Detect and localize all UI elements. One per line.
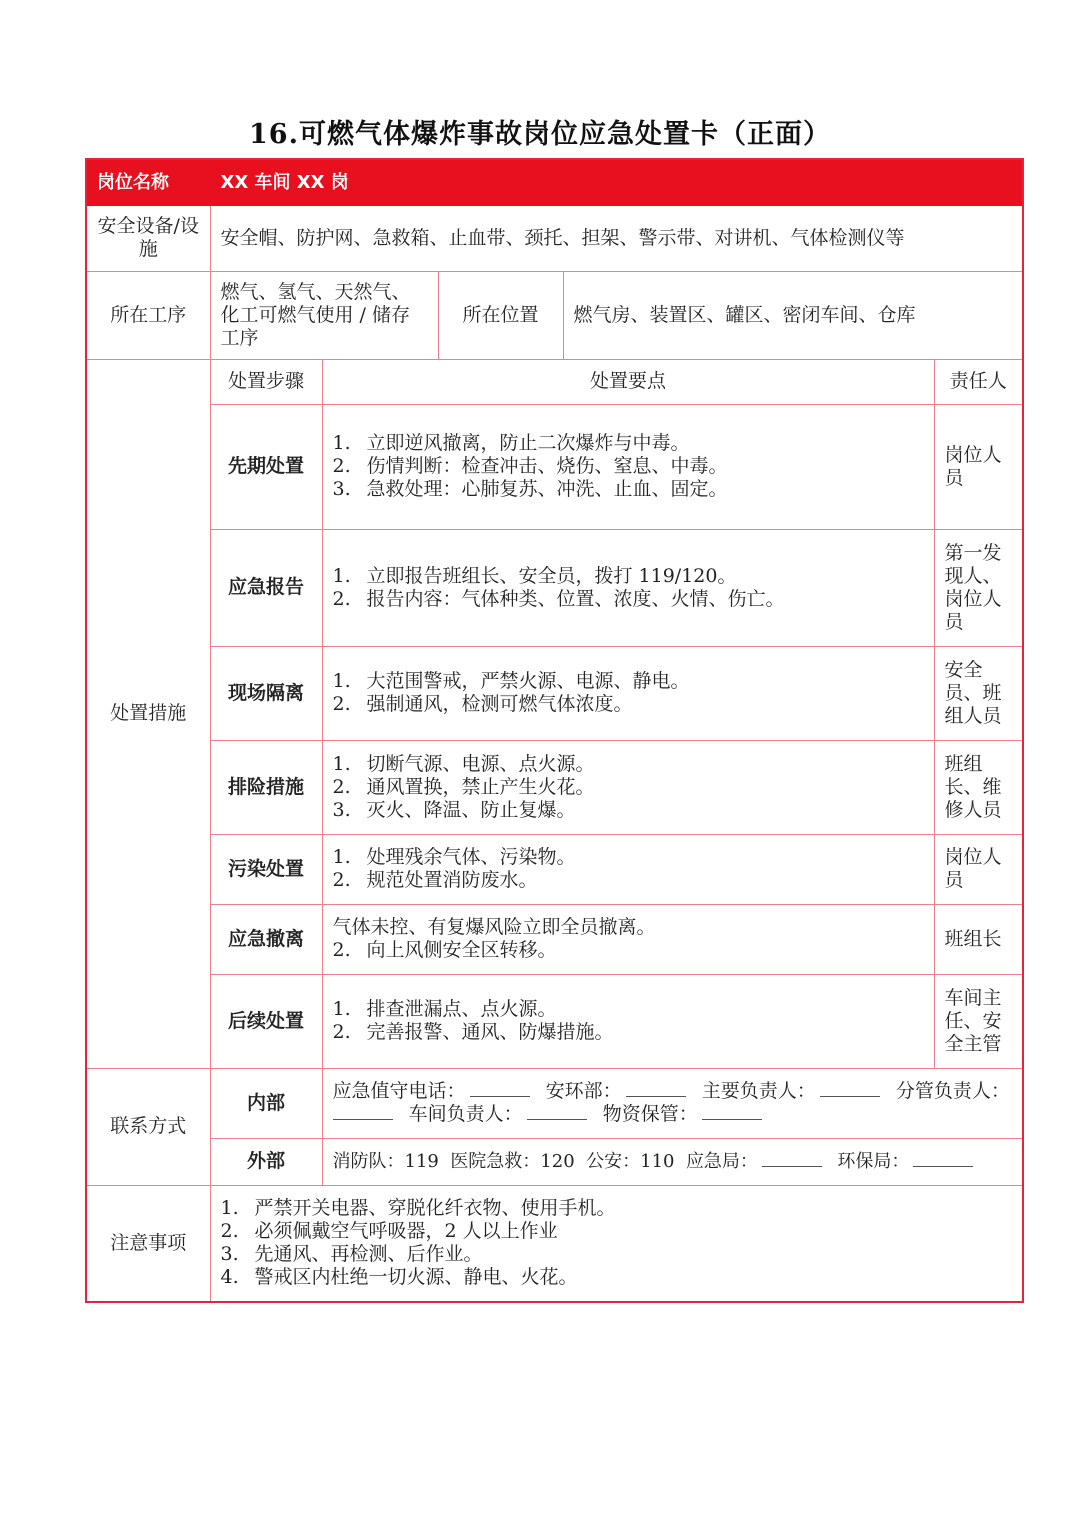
step-points <box>322 834 934 904</box>
notes-label: 注意事项 <box>86 1185 210 1302</box>
emergency-card-table <box>85 158 1024 1303</box>
responsible: 班组长 <box>934 904 1023 974</box>
internal-label: 内部 <box>210 1068 322 1138</box>
step-points <box>322 740 934 834</box>
contact-label: 联系方式 <box>86 1068 210 1185</box>
list-item: 2. 必须佩戴空气呼吸器，2 人以上作业 <box>220 1220 558 1243</box>
internal-contacts: 应急值守电话： 安环部： 主要负责人： 分管负责人： 车间负责人： 物资保管： <box>322 1068 1023 1138</box>
equipment-label: 安全设备/设施 <box>86 205 210 271</box>
post-row <box>86 159 1023 205</box>
list-item: 1. 立即逆风撤离，防止二次爆炸与中毒。 <box>332 432 690 454</box>
step-name: 排险措施 <box>210 740 322 834</box>
table-row <box>86 834 1023 904</box>
list-item: 1. 切断气源、电源、点火源。 <box>332 752 595 775</box>
responsible: 安全员、班组人员 <box>934 646 1023 740</box>
measures-header-row <box>86 359 1023 404</box>
responsible: 岗位人员 <box>934 404 1023 529</box>
responsible: 岗位人员 <box>934 834 1023 904</box>
step-points <box>322 904 934 974</box>
contact-internal-row <box>86 1068 1023 1138</box>
responsible-header: 责任人 <box>934 359 1023 404</box>
responsible: 班组长、维修人员 <box>934 740 1023 834</box>
post-label: 岗位名称 <box>86 159 210 205</box>
list-item: 1. 处理残余气体、污染物。 <box>332 846 576 868</box>
measures-label: 处置措施 <box>86 359 210 1068</box>
list-item: 1. 严禁开关电器、穿脱化纤衣物、使用手机。 <box>220 1197 616 1220</box>
step-name: 现场隔离 <box>210 646 322 740</box>
step-points <box>322 404 934 529</box>
table-row <box>86 529 1023 646</box>
responsible: 第一发现人、岗位人员 <box>934 529 1023 646</box>
step-name: 先期处置 <box>210 404 322 529</box>
list-item: 2. 完善报警、通风、防爆措施。 <box>332 1021 614 1043</box>
step-name: 应急撤离 <box>210 904 322 974</box>
responsible: 车间主任、安全主管 <box>934 974 1023 1068</box>
equipment-row <box>86 205 1023 271</box>
table-row <box>86 740 1023 834</box>
list-item: 3. 急救处理：心肺复苏、冲洗、止血、固定。 <box>332 478 728 500</box>
list-item: 2. 向上风侧安全区转移。 <box>332 939 557 961</box>
contact-external-row <box>86 1138 1023 1185</box>
step-name: 后续处置 <box>210 974 322 1068</box>
step-points <box>322 974 934 1068</box>
step-points <box>322 646 934 740</box>
notes-items <box>210 1185 1023 1302</box>
process-label: 所在工序 <box>86 271 210 359</box>
process-row <box>86 271 1023 359</box>
step-header: 处置步骤 <box>210 359 322 404</box>
location-value: 燃气房、装置区、罐区、密闭车间、仓库 <box>563 271 1023 359</box>
external-contacts: 消防队：119 医院急救：120 公安：110 应急局： 环保局： <box>322 1138 1023 1185</box>
list-item: 2. 伤情判断：检查冲击、烧伤、窒息、中毒。 <box>332 455 728 477</box>
equipment-value: 安全帽、防护网、急救箱、止血带、颈托、担架、警示带、对讲机、气体检测仪等 <box>210 205 1023 271</box>
process-value: 燃气、氢气、天然气、化工可燃气使用 / 储存工序 <box>210 271 438 359</box>
step-name: 应急报告 <box>210 529 322 646</box>
list-item: 1. 立即报告班组长、安全员，拨打 119/120。 <box>332 564 737 587</box>
list-item: 2. 规范处置消防废水。 <box>332 869 538 891</box>
table-row <box>86 904 1023 974</box>
list-item: 4. 警戒区内杜绝一切火源、静电、火花。 <box>220 1266 578 1289</box>
table-row <box>86 404 1023 529</box>
list-item: 3. 先通风、再检测、后作业。 <box>220 1243 483 1266</box>
external-label: 外部 <box>210 1138 322 1185</box>
step-points <box>322 529 934 646</box>
notes-row <box>86 1185 1023 1302</box>
table-row <box>86 974 1023 1068</box>
points-header: 处置要点 <box>322 359 934 404</box>
list-item: 1. 排查泄漏点、点火源。 <box>332 998 557 1020</box>
step-name: 污染处置 <box>210 834 322 904</box>
list-item: 2. 报告内容：气体种类、位置、浓度、火情、伤亡。 <box>332 587 785 610</box>
list-item: 2. 强制通风，检测可燃气体浓度。 <box>332 693 633 715</box>
list-item: 气体未控、有复爆风险立即全员撤离。 <box>332 916 656 938</box>
list-item: 2. 通风置换，禁止产生火花。 <box>332 775 595 798</box>
location-label: 所在位置 <box>438 271 563 359</box>
list-item: 3. 灭火、降温、防止复爆。 <box>332 798 576 821</box>
table-row <box>86 646 1023 740</box>
list-item: 1. 大范围警戒，严禁火源、电源、静电。 <box>332 670 690 692</box>
post-value: XX 车间 XX 岗 <box>210 159 1023 205</box>
page-title: 16.可燃气体爆炸事故岗位应急处置卡（正面） <box>249 119 831 150</box>
